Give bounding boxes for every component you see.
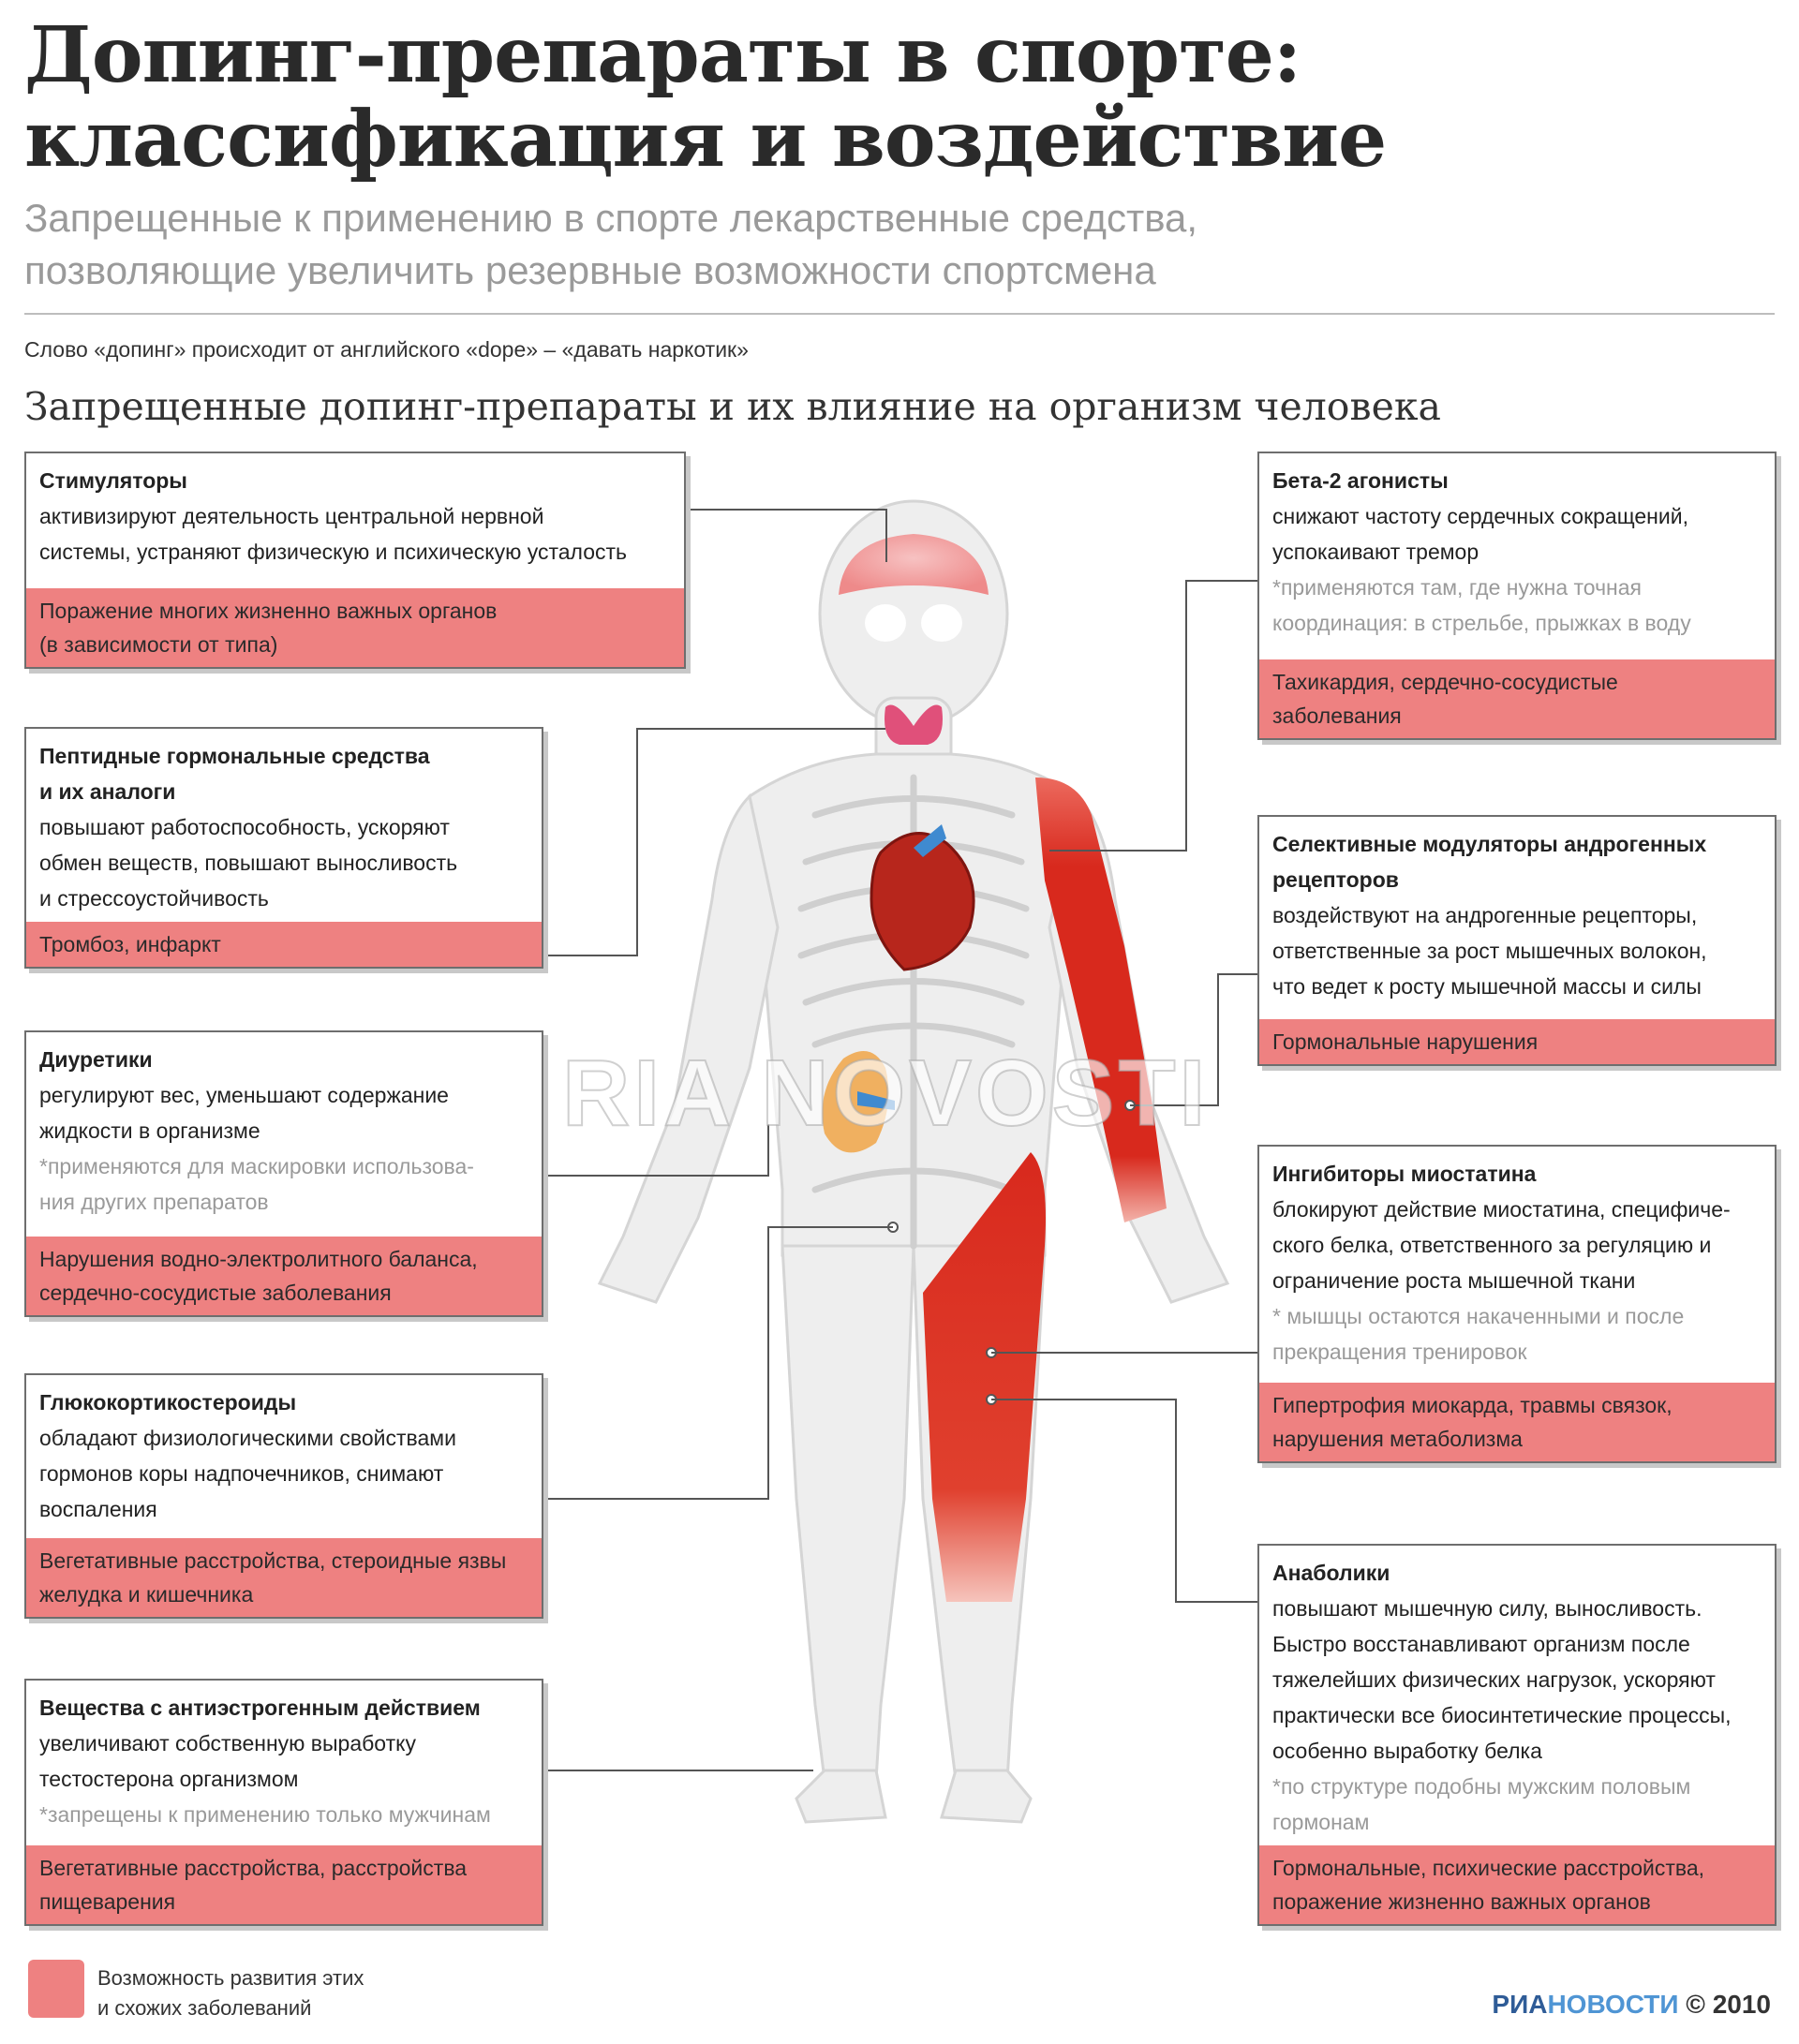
category-desc: активизируют деятельность центральной нервной (39, 504, 544, 528)
footer-credit (1492, 1990, 1771, 2020)
risk-band (1259, 1383, 1775, 1461)
category-note: гормонам (1272, 1810, 1370, 1834)
risk-text: Поражение многих жизненно важных органов (39, 599, 498, 623)
risk-band (1259, 659, 1775, 738)
category-name: Селективные модуляторы андрогенных (1272, 832, 1707, 856)
category-note: *запрещены к применению только мужчинам (39, 1802, 491, 1827)
risk-text: сердечно-сосудистые заболевания (39, 1281, 392, 1305)
category-desc: ограничение роста мышечной ткани (1272, 1268, 1636, 1293)
category-name: Диуретики (39, 1047, 153, 1072)
category-note: *применяются там, где нужна точная (1272, 575, 1643, 600)
risk-text: желудка и кишечника (39, 1582, 254, 1607)
risk-band (26, 1538, 542, 1617)
category-box-anabolics (1257, 1544, 1777, 1926)
category-name: Глюкокортикостероиды (39, 1390, 297, 1415)
category-note: * мышцы остаются накаченными и после (1272, 1304, 1685, 1328)
category-desc: практически все биосинтетические процессы, (1272, 1703, 1732, 1727)
risk-text: Тромбоз, инфаркт (39, 932, 221, 956)
category-desc: обмен веществ, повышают выносливость (39, 851, 458, 875)
legend-line: Возможность развития этих (97, 1966, 364, 1990)
leader-line (543, 729, 885, 955)
category-desc: увеличивают собственную выработку (39, 1731, 416, 1755)
copyright: © 2010 (1678, 1990, 1771, 2019)
risk-text: Тахикардия, сердечно-сосудистые (1272, 670, 1618, 694)
legend-swatch (28, 1960, 84, 2018)
category-desc: и стрессоустойчивость (39, 886, 269, 911)
risk-text: (в зависимости от типа) (39, 632, 278, 657)
title-line: классификация и воздействие (24, 95, 1387, 185)
category-desc: тяжелейших физических нагрузок, ускоряют (1272, 1667, 1716, 1692)
category-desc: гормонов коры надпочечников, снимают (39, 1461, 444, 1486)
legend-line: и схожих заболеваний (97, 1996, 312, 2020)
risk-text: нарушения метаболизма (1272, 1427, 1523, 1451)
risk-text: Гормональные нарушения (1272, 1029, 1539, 1054)
category-name: Вещества с антиэстрогенным действием (39, 1696, 481, 1720)
risk-text: Нарушения водно-электролитного баланса, (39, 1247, 478, 1271)
etymology-note: Слово «допинг» происходит от английского «dope» – «давать наркотик» (24, 337, 749, 362)
risk-text: Гормональные, психические расстройства, (1272, 1856, 1705, 1880)
title-line: Допинг-препараты в спорте: (24, 10, 1301, 100)
risk-text: Вегетативные расстройства, стероидные язвы (39, 1548, 507, 1573)
category-desc: жидкости в организме (39, 1118, 260, 1143)
category-desc: повышают работоспособность, ускоряют (39, 815, 450, 839)
category-name: Стимуляторы (39, 468, 187, 493)
leader-line (991, 1400, 1257, 1602)
risk-text: поражение жизненно важных органов (1272, 1889, 1651, 1914)
category-note: прекращения тренировок (1272, 1340, 1527, 1364)
category-desc: успокаивают тремор (1272, 540, 1479, 564)
category-desc: блокируют действие миостатина, специфиче- (1272, 1197, 1731, 1222)
category-name: рецепторов (1272, 867, 1399, 892)
subtitle-line: позволяющие увеличить резервные возможности спортсмена (24, 248, 1156, 292)
leader-line (543, 1227, 893, 1499)
category-desc: тестостерона организмом (39, 1767, 299, 1791)
category-note: *по структуре подобны мужским половым (1272, 1774, 1691, 1799)
brand-logo-part: НОВОСТИ (1547, 1990, 1679, 2019)
risk-band (26, 922, 542, 967)
risk-text: Вегетативные расстройства, расстройства (39, 1856, 468, 1880)
category-box-beta2-agonists (1257, 452, 1777, 740)
category-name: Пептидные гормональные средства (39, 744, 430, 768)
category-desc: снижают частоту сердечных сокращений, (1272, 504, 1688, 528)
leader-line (1049, 581, 1257, 851)
legend-text (97, 1963, 364, 2023)
category-name: Анаболики (1272, 1561, 1390, 1585)
risk-band (1259, 1845, 1775, 1924)
category-name: Ингибиторы миостатина (1272, 1162, 1537, 1186)
category-box-glucocorticosteroids (24, 1373, 543, 1619)
category-desc: обладают физиологическими свойствами (39, 1426, 456, 1450)
risk-band (26, 1237, 542, 1315)
category-desc: повышают мышечную силу, выносливость. (1272, 1596, 1702, 1621)
watermark: RIA NOVOSTI (562, 1041, 1210, 1146)
category-desc: системы, устраняют физическую и психическую усталость (39, 540, 628, 564)
risk-band (1259, 1019, 1775, 1064)
category-desc: особенно выработку белка (1272, 1739, 1542, 1763)
category-desc: регулируют вес, уменьшают содержание (39, 1083, 449, 1107)
risk-text: заболевания (1272, 704, 1402, 728)
category-name: Бета-2 агонисты (1272, 468, 1449, 493)
risk-text: пищеварения (39, 1889, 176, 1914)
category-note: координация: в стрельбе, прыжках в воду (1272, 611, 1691, 635)
category-desc: воздействуют на андрогенные рецепторы, (1272, 903, 1698, 927)
category-desc: Быстро восстанавливают организм после (1272, 1632, 1690, 1656)
brand-logo-part: РИА (1492, 1990, 1548, 2019)
risk-text: Гипертрофия миокарда, травмы связок, (1272, 1393, 1673, 1417)
category-box-myostatin-inhibitors (1257, 1145, 1777, 1463)
category-box-peptide-hormones (24, 727, 543, 969)
category-desc: ского белка, ответственного за регуляцию и (1272, 1233, 1712, 1257)
category-desc: воспаления (39, 1497, 157, 1521)
category-box-sarms (1257, 815, 1777, 1066)
category-desc: что ведет к росту мышечной массы и силы (1272, 974, 1702, 999)
section-title: Запрещенные допинг-препараты и их влияние на организм человека (24, 384, 1441, 429)
risk-band (26, 588, 684, 667)
category-box-stimulants (24, 452, 686, 669)
category-note: *применяются для маскировки использова- (39, 1154, 474, 1178)
leader-line (686, 510, 886, 562)
category-box-antiestrogens (24, 1679, 543, 1926)
category-note: ния других препаратов (39, 1190, 269, 1214)
category-desc: ответственные за рост мышечных волокон, (1272, 939, 1707, 963)
category-name: и их аналоги (39, 779, 176, 804)
category-box-diuretics (24, 1030, 543, 1317)
subtitle-line: Запрещенные к применению в спорте лекарственные средства, (24, 196, 1198, 240)
risk-band (26, 1845, 542, 1924)
